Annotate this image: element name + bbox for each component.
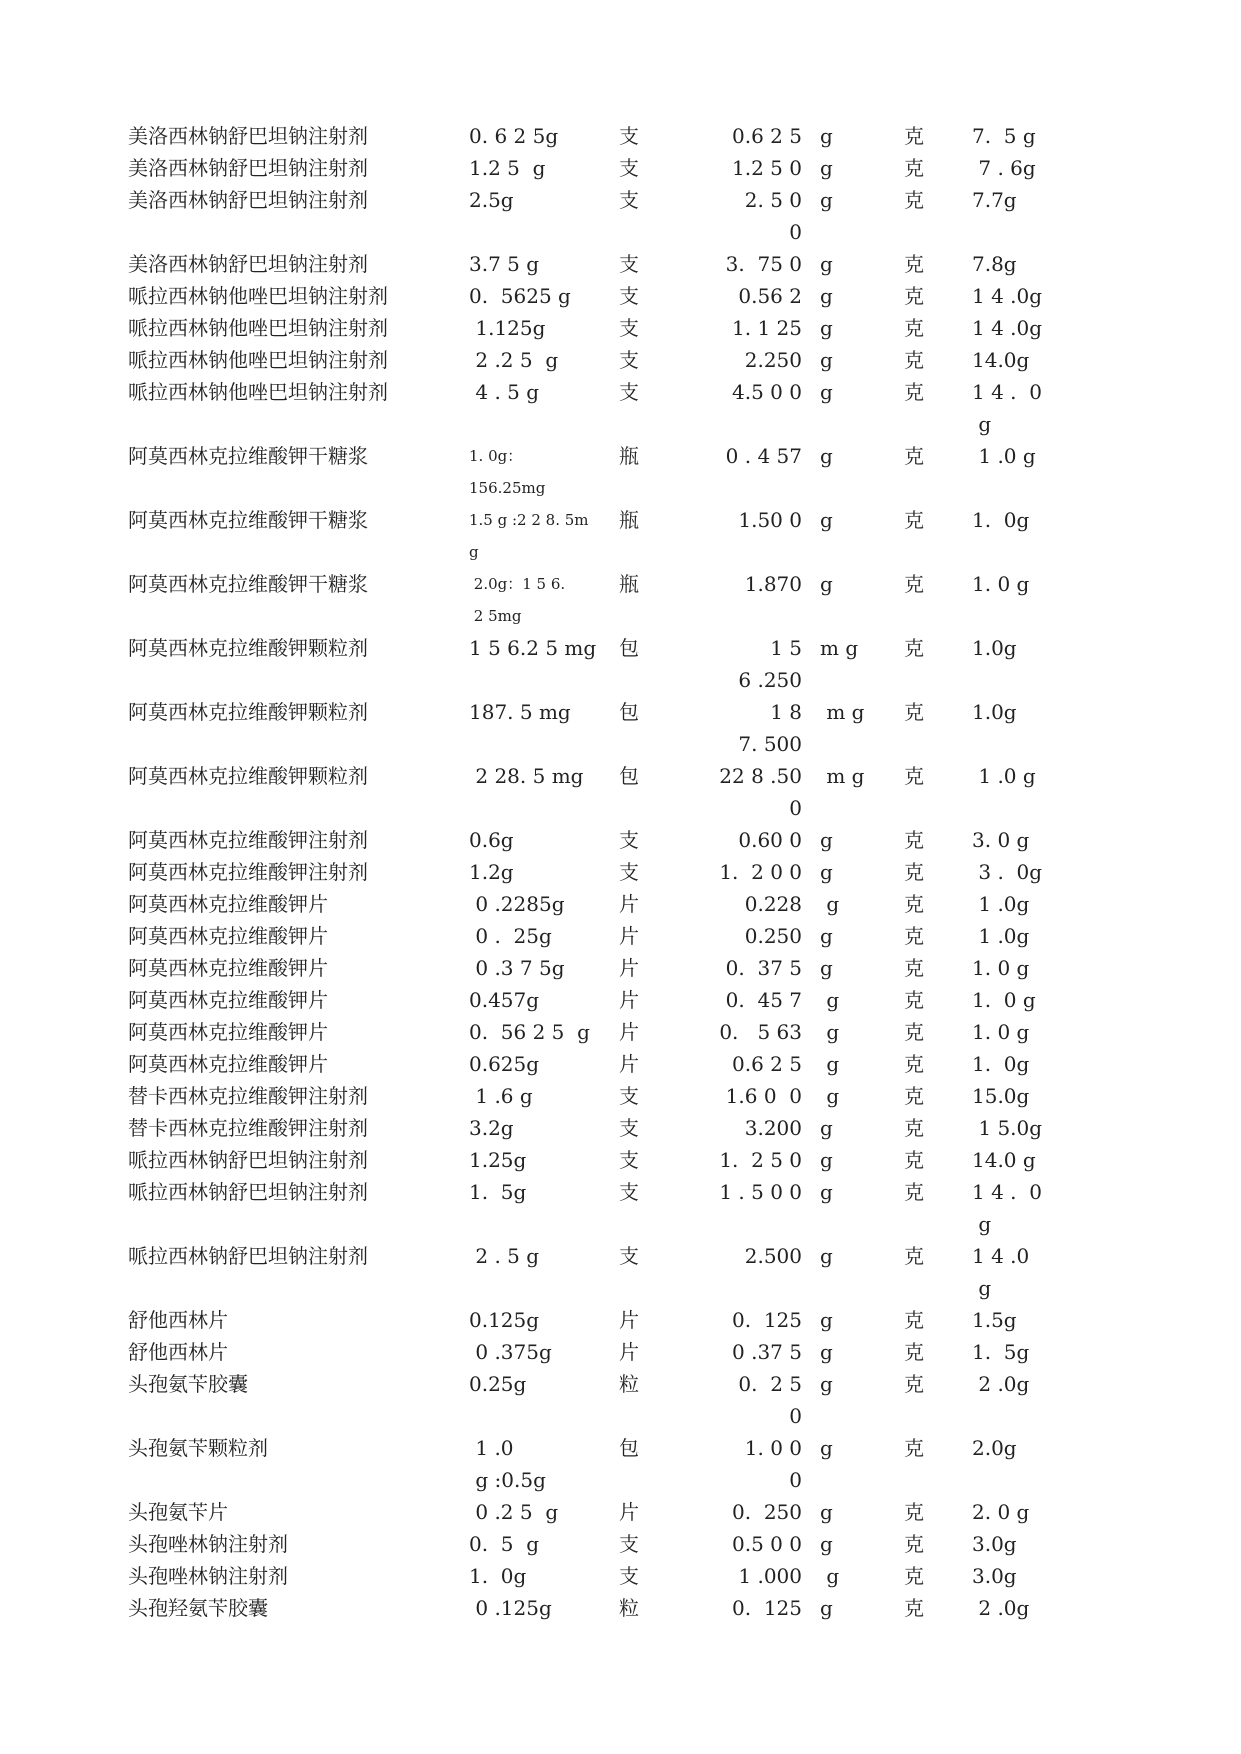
base-unit: 克 [904,348,924,372]
table-row [128,1176,1128,1240]
ddd-value: 2 .0g [972,1596,1030,1620]
dose-quantity: 0 . 4 57 [725,444,802,468]
dose-quantity: 0. 125 [732,1596,802,1620]
drug-spec: 0.457g [469,988,540,1012]
base-unit: 克 [904,828,924,852]
dose-quantity: 1 .000 [732,1564,802,1588]
dose-unit: g [820,1532,833,1556]
drug-name: 舒他西林片 [128,1340,228,1364]
drug-name: 头孢氨苄胶囊 [128,1372,248,1396]
package-unit: 包 [619,764,639,788]
table-row [128,824,1128,856]
dose-quantity: 0.60 0 [738,828,802,852]
base-unit: 克 [904,284,924,308]
dose-quantity: 22 8 .50 0 [719,764,802,820]
drug-name: 阿莫西林克拉维酸钾片 [128,924,328,948]
dose-unit: g [820,1596,833,1620]
table-row [128,152,1128,184]
package-unit: 片 [619,1340,639,1364]
table-row [128,1112,1128,1144]
package-unit: 瓶 [619,508,639,532]
drug-name: 阿莫西林克拉维酸钾片 [128,956,328,980]
package-unit: 支 [619,348,639,372]
table-row [128,888,1128,920]
base-unit: 克 [904,380,924,404]
ddd-value: 7.8g [972,252,1017,276]
drug-spec: 0 .3 7 5g [469,956,565,980]
table-row [128,1048,1128,1080]
dose-quantity: 0. 45 7 [725,988,802,1012]
dose-quantity: 0.6 2 5 [732,124,802,148]
package-unit: 包 [619,1436,639,1460]
dose-unit: g [820,1372,833,1396]
table-row [128,920,1128,952]
table-row [128,1368,1128,1432]
base-unit: 克 [904,316,924,340]
dose-unit: g [820,1500,833,1524]
drug-name: 阿莫西林克拉维酸钾片 [128,892,328,916]
table-row [128,696,1128,760]
drug-name: 阿莫西林克拉维酸钾片 [128,988,328,1012]
drug-name: 阿莫西林克拉维酸钾片 [128,1020,328,1044]
ddd-value: 1. 0g [972,1052,1030,1076]
base-unit: 克 [904,1532,924,1556]
dose-quantity: 4.5 0 0 [732,380,802,404]
table-row [128,1240,1128,1304]
dose-unit: g [820,316,833,340]
dose-unit: g [820,252,833,276]
package-unit: 支 [619,284,639,308]
table-row [128,984,1128,1016]
drug-name: 头孢氨苄颗粒剂 [128,1436,268,1460]
ddd-value: 7. 5 g [972,124,1036,148]
dose-unit: g [820,1180,833,1204]
base-unit: 克 [904,1564,924,1588]
dose-unit: g [820,1148,833,1172]
drug-name: 替卡西林克拉维酸钾注射剂 [128,1116,368,1140]
ddd-value: 1 4 .0g [972,316,1043,340]
package-unit: 片 [619,988,639,1012]
drug-name: 美洛西林钠舒巴坦钠注射剂 [128,124,368,148]
drug-spec: 4 . 5 g [469,380,540,404]
package-unit: 支 [619,1148,639,1172]
dose-unit: g [820,828,833,852]
drug-name: 阿莫西林克拉维酸钾干糖浆 [128,444,368,468]
drug-spec: 0. 5625 g [469,284,571,308]
dose-unit: m g [820,636,859,660]
drug-spec: 0 . 25g [469,924,552,948]
dose-quantity: 0.228 [744,892,802,916]
ddd-value: 3.0g [972,1532,1017,1556]
ddd-value: 1 4 . 0 g [972,1180,1042,1236]
dose-unit: g [820,1052,840,1076]
base-unit: 克 [904,124,924,148]
drug-name: 舒他西林片 [128,1308,228,1332]
package-unit: 片 [619,956,639,980]
drug-spec: 1.5 g :2 2 8. 5m g [469,511,589,561]
dose-quantity: 0.5 0 0 [732,1532,802,1556]
drug-spec: 2.5g [469,188,514,212]
drug-name: 美洛西林钠舒巴坦钠注射剂 [128,252,368,276]
dose-quantity: 0. 125 [732,1308,802,1332]
table-row [128,280,1128,312]
base-unit: 克 [904,252,924,276]
base-unit: 克 [904,1084,924,1108]
drug-name: 阿莫西林克拉维酸钾颗粒剂 [128,700,368,724]
drug-name: 阿莫西林克拉维酸钾注射剂 [128,860,368,884]
drug-spec: 1.2 5 g [469,156,546,180]
package-unit: 粒 [619,1372,639,1396]
package-unit: 粒 [619,1596,639,1620]
package-unit: 支 [619,316,639,340]
ddd-value: 3.0g [972,1564,1017,1588]
base-unit: 克 [904,1308,924,1332]
package-unit: 片 [619,1308,639,1332]
ddd-value: 1 .0g [972,892,1030,916]
package-unit: 支 [619,828,639,852]
dose-quantity: 1. 0 0 0 [744,1436,802,1492]
base-unit: 克 [904,1340,924,1364]
drug-name: 替卡西林克拉维酸钾注射剂 [128,1084,368,1108]
package-unit: 支 [619,124,639,148]
package-unit: 支 [619,1116,639,1140]
dose-quantity: 0.250 [744,924,802,948]
dose-unit: g [820,1084,840,1108]
base-unit: 克 [904,924,924,948]
drug-name: 头孢氨苄片 [128,1500,228,1524]
ddd-value: 2.0g [972,1436,1017,1460]
table-row [128,632,1128,696]
package-unit: 瓶 [619,444,639,468]
drug-spec: 1. 0g [469,1564,527,1588]
package-unit: 片 [619,1500,639,1524]
base-unit: 克 [904,700,924,724]
base-unit: 克 [904,1500,924,1524]
ddd-value: 1 5.0g [972,1116,1043,1140]
base-unit: 克 [904,1372,924,1396]
ddd-value: 1 4 . 0 g [972,380,1042,436]
dose-quantity: 0. 37 5 [725,956,802,980]
dose-unit: g [820,924,833,948]
drug-spec: 2 . 5 g [469,1244,540,1268]
dose-unit: g [820,348,833,372]
dose-quantity: 1.50 0 [738,508,802,532]
dose-unit: g [820,1020,840,1044]
package-unit: 瓶 [619,572,639,596]
drug-name: 阿莫西林克拉维酸钾干糖浆 [128,508,368,532]
base-unit: 克 [904,188,924,212]
drug-spec: 0.25g [469,1372,527,1396]
drug-spec: 0 .2 5 g [469,1500,559,1524]
dose-quantity: 1.2 5 0 [732,156,802,180]
package-unit: 包 [619,700,639,724]
package-unit: 支 [619,252,639,276]
ddd-value: 1 .0 g [972,444,1036,468]
table-row [128,376,1128,440]
drug-spec: 1 .6 g [469,1084,533,1108]
drug-spec: 0. 56 2 5 g [469,1020,590,1044]
dose-unit: g [820,156,833,180]
base-unit: 克 [904,892,924,916]
package-unit: 支 [619,1180,639,1204]
drug-spec: 1. 5g [469,1180,527,1204]
base-unit: 克 [904,1020,924,1044]
dose-quantity: 2. 5 0 0 [744,188,802,244]
table-row [128,568,1128,632]
ddd-value: 7.7g [972,188,1017,212]
dose-quantity: 0 .37 5 [732,1340,802,1364]
package-unit: 支 [619,1244,639,1268]
package-unit: 包 [619,636,639,660]
package-unit: 支 [619,1532,639,1556]
dose-unit: g [820,1436,833,1460]
dose-unit: g [820,380,833,404]
ddd-value: 3 . 0g [972,860,1043,884]
table-row [128,1432,1128,1496]
base-unit: 克 [904,1052,924,1076]
base-unit: 克 [904,572,924,596]
ddd-value: 2. 0 g [972,1500,1030,1524]
table-row [128,504,1128,568]
ddd-value: 15.0g [972,1084,1030,1108]
table-row [128,344,1128,376]
drug-spec: 1 5 6.2 5 mg [469,636,597,660]
drug-spec: 1. 0g： 156.25mg [469,447,546,497]
dose-quantity: 1.6 0 0 [725,1084,802,1108]
drug-table [128,120,1128,1624]
table-row [128,760,1128,824]
table-row [128,1080,1128,1112]
drug-spec: 2 .2 5 g [469,348,559,372]
base-unit: 克 [904,508,924,532]
dose-unit: g [820,444,833,468]
dose-unit: g [820,988,840,1012]
drug-spec: 0 .375g [469,1340,552,1364]
drug-spec: 3.7 5 g [469,252,540,276]
dose-quantity: 1 8 7. 500 [738,700,802,756]
dose-quantity: 2.250 [744,348,802,372]
drug-spec: 3.2g [469,1116,514,1140]
table-row [128,1336,1128,1368]
dose-quantity: 0. 2 5 0 [738,1372,802,1428]
ddd-value: 1 .0g [972,924,1030,948]
ddd-value: 1.0g [972,636,1017,660]
drug-name: 阿莫西林克拉维酸钾注射剂 [128,828,368,852]
drug-name: 哌拉西林钠他唑巴坦钠注射剂 [128,316,388,340]
table-row [128,1528,1128,1560]
base-unit: 克 [904,1596,924,1620]
ddd-value: 1.0g [972,700,1017,724]
drug-name: 哌拉西林钠舒巴坦钠注射剂 [128,1244,368,1268]
dose-unit: g [820,508,833,532]
dose-quantity: 1 5 6 .250 [738,636,802,692]
drug-spec: 187. 5 mg [469,700,571,724]
ddd-value: 1.5g [972,1308,1017,1332]
drug-name: 哌拉西林钠舒巴坦钠注射剂 [128,1180,368,1204]
base-unit: 克 [904,1436,924,1460]
package-unit: 支 [619,380,639,404]
dose-quantity: 1.870 [744,572,802,596]
dose-unit: g [820,188,833,212]
drug-name: 美洛西林钠舒巴坦钠注射剂 [128,156,368,180]
table-row [128,120,1128,152]
dose-quantity: 1. 2 0 0 [719,860,802,884]
package-unit: 支 [619,1564,639,1588]
dose-quantity: 1. 1 25 [732,316,802,340]
drug-name: 阿莫西林克拉维酸钾颗粒剂 [128,764,368,788]
drug-spec: 1 .0 g :0.5g [475,1436,546,1492]
dose-unit: g [820,1244,833,1268]
dose-unit: g [820,1340,833,1364]
table-row [128,1304,1128,1336]
base-unit: 克 [904,1116,924,1140]
dose-quantity: 3.200 [744,1116,802,1140]
ddd-value: 2 .0g [972,1372,1030,1396]
ddd-value: 1 4 .0 g [972,1244,1030,1300]
package-unit: 片 [619,1052,639,1076]
drug-name: 头孢唑林钠注射剂 [128,1532,288,1556]
dose-unit: g [820,1116,833,1140]
base-unit: 克 [904,1180,924,1204]
drug-spec: 1.25g [469,1148,527,1172]
package-unit: 支 [619,188,639,212]
drug-name: 美洛西林钠舒巴坦钠注射剂 [128,188,368,212]
dose-unit: g [820,572,833,596]
table-row [128,1560,1128,1592]
table-row [128,1592,1128,1624]
drug-name: 阿莫西林克拉维酸钾干糖浆 [128,572,368,596]
ddd-value: 14.0 g [972,1148,1036,1172]
ddd-value: 1. 0 g [972,988,1036,1012]
drug-name: 哌拉西林钠他唑巴坦钠注射剂 [128,348,388,372]
dose-quantity: 1. 2 5 0 [719,1148,802,1172]
base-unit: 克 [904,988,924,1012]
package-unit: 片 [619,924,639,948]
drug-name: 阿莫西林克拉维酸钾颗粒剂 [128,636,368,660]
dose-quantity: 0. 250 [732,1500,802,1524]
drug-spec: 1.2g [469,860,514,884]
table-row [128,440,1128,504]
table-row [128,1016,1128,1048]
base-unit: 克 [904,764,924,788]
ddd-value: 3. 0 g [972,828,1030,852]
drug-spec: 0 .125g [469,1596,552,1620]
table-row [128,312,1128,344]
base-unit: 克 [904,1148,924,1172]
drug-spec: 0.125g [469,1308,540,1332]
ddd-value: 1 .0 g [972,764,1036,788]
dose-unit: g [820,124,833,148]
dose-unit: m g [820,700,865,724]
drug-name: 头孢唑林钠注射剂 [128,1564,288,1588]
package-unit: 片 [619,1020,639,1044]
drug-name: 哌拉西林钠舒巴坦钠注射剂 [128,1148,368,1172]
base-unit: 克 [904,1244,924,1268]
dose-quantity: 0.6 2 5 [732,1052,802,1076]
dose-unit: g [820,892,840,916]
dose-unit: g [820,1308,833,1332]
drug-name: 阿莫西林克拉维酸钾片 [128,1052,328,1076]
drug-spec: 1.125g [469,316,546,340]
package-unit: 片 [619,892,639,916]
base-unit: 克 [904,444,924,468]
drug-name: 头孢羟氨苄胶囊 [128,1596,268,1620]
drug-spec: 0. 5 g [469,1532,540,1556]
drug-spec: 0.6g [469,828,514,852]
ddd-value: 14.0g [972,348,1030,372]
ddd-value: 1. 0 g [972,1020,1030,1044]
ddd-value: 1 4 .0g [972,284,1043,308]
drug-spec: 2 28. 5 mg [469,764,584,788]
drug-name: 哌拉西林钠他唑巴坦钠注射剂 [128,380,388,404]
drug-spec: 0 .2285g [469,892,565,916]
dose-quantity: 1 . 5 0 0 [712,1180,802,1204]
dose-unit: g [820,284,833,308]
base-unit: 克 [904,156,924,180]
dose-quantity: 2.500 [744,1244,802,1268]
table-row [128,248,1128,280]
package-unit: 支 [619,860,639,884]
drug-name: 哌拉西林钠他唑巴坦钠注射剂 [128,284,388,308]
dose-unit: m g [820,764,865,788]
drug-spec: 0. 6 2 5g [469,124,559,148]
drug-spec: 2.0g：1 5 6. 2 5mg [473,575,566,625]
package-unit: 支 [619,1084,639,1108]
table-row [128,1144,1128,1176]
base-unit: 克 [904,636,924,660]
dose-unit: g [820,860,833,884]
drug-spec: 0.625g [469,1052,540,1076]
base-unit: 克 [904,860,924,884]
ddd-value: 1. 0 g [972,572,1030,596]
table-row [128,856,1128,888]
ddd-value: 1. 0g [972,508,1030,532]
table-row [128,184,1128,248]
dose-quantity: 3. 75 0 [725,252,802,276]
ddd-value: 7 . 6g [972,156,1036,180]
package-unit: 支 [619,156,639,180]
ddd-value: 1. 0 g [972,956,1030,980]
table-row [128,1496,1128,1528]
dose-unit: g [820,956,833,980]
dose-quantity: 0.56 2 [738,284,802,308]
table-row [128,952,1128,984]
dose-unit: g [820,1564,840,1588]
ddd-value: 1. 5g [972,1340,1030,1364]
base-unit: 克 [904,956,924,980]
dose-quantity: 0. 5 63 [719,1020,802,1044]
